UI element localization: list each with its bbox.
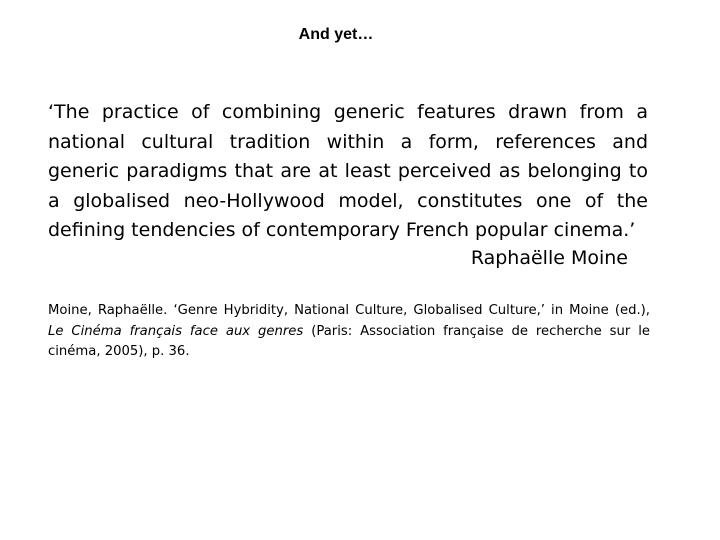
citation bbox=[48, 301, 650, 363]
citation-text-before: Moine, Raphaëlle. ‘Genre Hybridity, National Culture, Globalised Culture,’ in Moine (ed.), bbox=[48, 303, 650, 318]
quote-text: ‘The practice of combining generic features drawn from a national cultural tradition within a form, references and generic paradigms that are at least perceived as belonging to a globalised neo-Hollywood model, constitutes one of the defining tendencies of contemporary French popular cinema.’ bbox=[48, 101, 648, 241]
quote-attribution: Raphaëlle Moine bbox=[470, 247, 628, 269]
citation-text-after: (Paris: Association française de recherche sur le cinéma, 2005), p. 36. bbox=[48, 323, 650, 359]
slide-title: And yet… bbox=[298, 26, 374, 43]
citation-book-title: Le Cinéma français face aux genres bbox=[48, 323, 304, 339]
